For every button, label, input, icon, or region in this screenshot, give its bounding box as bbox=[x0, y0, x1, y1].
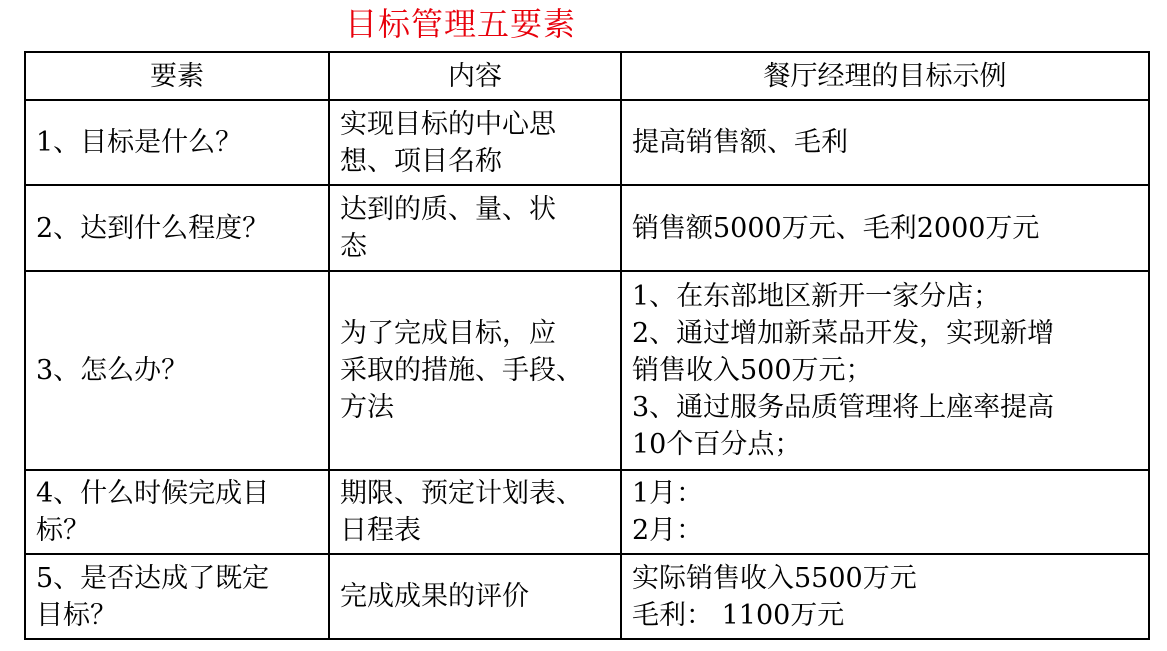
cell-line: 4、什么时候完成目 bbox=[36, 478, 270, 509]
content-cell bbox=[329, 470, 621, 554]
cell-line: 10个百分点； bbox=[632, 429, 802, 460]
cell-line: 实现目标的中心思 bbox=[340, 108, 556, 140]
cell-line: 2、通过增加新菜品开发，实现新增 bbox=[632, 318, 1055, 349]
table-row bbox=[25, 554, 1149, 639]
cell-line: 标？ bbox=[36, 515, 90, 546]
cell-line: 销售额5000万元、毛利2000万元 bbox=[632, 212, 1040, 244]
cell-line: 5、是否达成了既定 bbox=[36, 562, 270, 594]
header-content: 内容 bbox=[329, 52, 621, 100]
element-cell bbox=[25, 100, 329, 185]
example-cell bbox=[621, 470, 1149, 554]
cell-line: 1、目标是什么？ bbox=[36, 127, 243, 158]
cell-line: 采取的措施、手段、 bbox=[340, 355, 583, 386]
cell-line: 3、怎么办？ bbox=[36, 355, 189, 386]
content-cell bbox=[329, 100, 621, 185]
example-cell bbox=[621, 100, 1149, 185]
cell-line: 实际销售收入5500万元 bbox=[632, 562, 917, 594]
cell-line: 为了完成目标，应 bbox=[340, 318, 556, 349]
cell-line: 日程表 bbox=[340, 515, 421, 546]
cell-line: 想、项目名称 bbox=[340, 145, 502, 177]
example-cell bbox=[621, 185, 1149, 271]
element-cell bbox=[25, 271, 329, 470]
cell-line: 毛利： 1100万元 bbox=[632, 599, 845, 631]
content-cell bbox=[329, 185, 621, 271]
page-title: 目标管理五要素 bbox=[345, 5, 577, 43]
cell-line: 期限、预定计划表、 bbox=[340, 478, 583, 509]
cell-line: 1月： bbox=[632, 478, 704, 509]
cell-line: 目标？ bbox=[36, 599, 117, 631]
cell-line: 提高销售额、毛利 bbox=[632, 127, 848, 158]
table-row bbox=[25, 185, 1149, 271]
table-row bbox=[25, 271, 1149, 470]
cell-line: 态 bbox=[340, 231, 367, 262]
five-elements-table bbox=[24, 51, 1150, 640]
cell-line: 2月： bbox=[632, 515, 704, 546]
content-cell bbox=[329, 554, 621, 639]
header-element: 要素 bbox=[25, 52, 329, 100]
example-cell bbox=[621, 271, 1149, 470]
cell-line: 方法 bbox=[340, 392, 394, 423]
cell-line: 销售收入500万元； bbox=[632, 355, 873, 386]
cell-line: 达到的质、量、状 bbox=[340, 194, 556, 225]
cell-line: 3、通过服务品质管理将上座率提高 bbox=[632, 392, 1055, 423]
cell-line: 完成成果的评价 bbox=[340, 581, 529, 612]
cell-line: 1、在东部地区新开一家分店； bbox=[632, 281, 1001, 312]
cell-line: 2、达到什么程度？ bbox=[36, 212, 270, 244]
example-cell bbox=[621, 554, 1149, 639]
element-cell bbox=[25, 470, 329, 554]
element-cell bbox=[25, 185, 329, 271]
table-row bbox=[25, 470, 1149, 554]
element-cell bbox=[25, 554, 329, 639]
header-example: 餐厅经理的目标示例 bbox=[621, 52, 1149, 100]
content-cell bbox=[329, 271, 621, 470]
table-row bbox=[25, 100, 1149, 185]
header-row bbox=[25, 52, 1149, 100]
